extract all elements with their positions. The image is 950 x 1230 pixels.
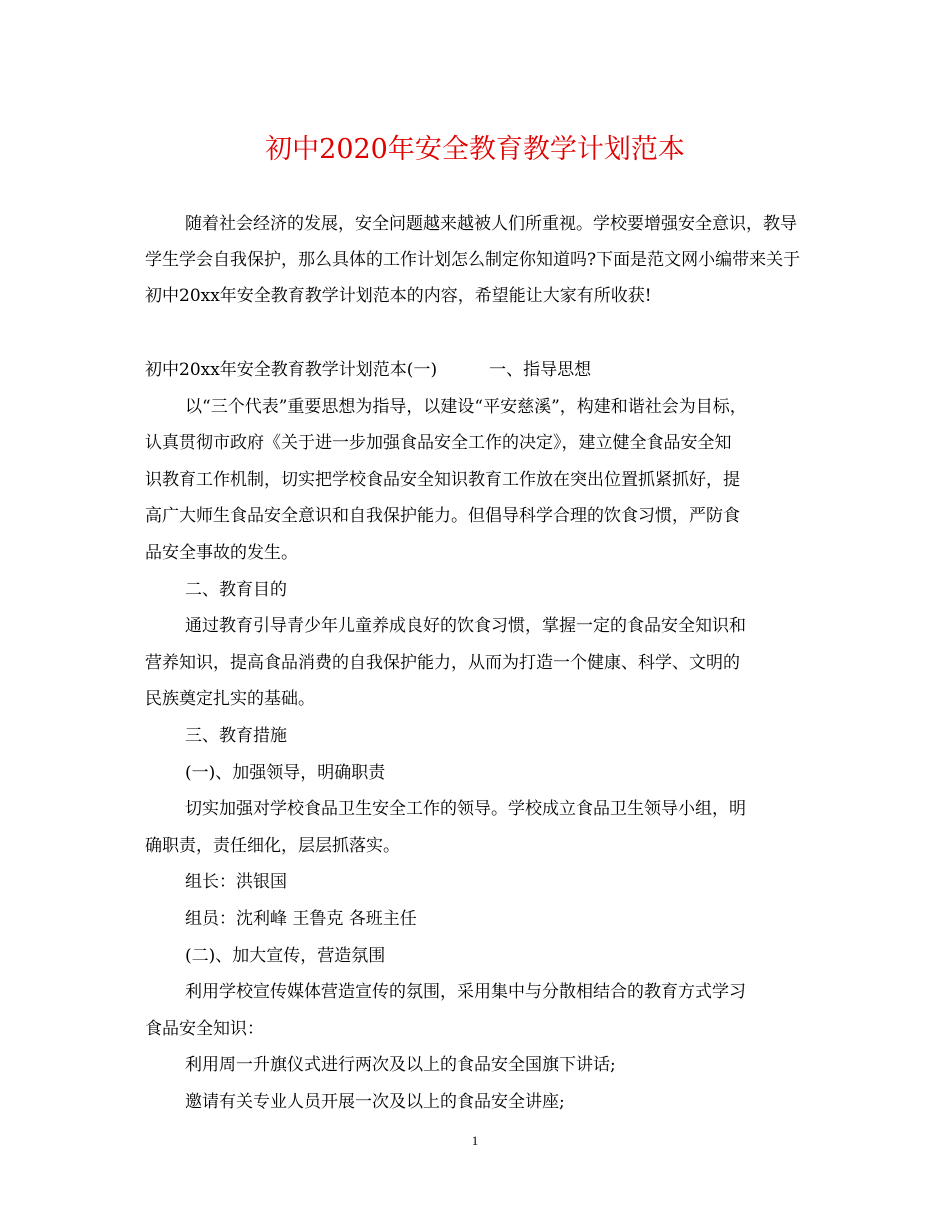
paragraph-line: 品安全事故的发生。 bbox=[145, 542, 298, 563]
paragraph-line: 切实加强对学校食品卫生安全工作的领导。学校成立食品卫生领导小组，明 bbox=[185, 799, 746, 820]
paragraph-line: 高广大师生食品安全意识和自我保护能力。但倡导科学合理的饮食习惯，严防食 bbox=[145, 506, 740, 527]
list-item: 邀请有关专业人员开展一次及以上的食品安全讲座; bbox=[185, 1091, 565, 1112]
paragraph-line: 通过教育引导青少年儿童养成良好的饮食习惯，掌握一定的食品安全知识和 bbox=[185, 616, 746, 637]
team-members-line: 组员：沈利峰 王鲁克 各班主任 bbox=[185, 908, 417, 929]
paragraph-line: 认真贯彻市政府《关于进一步加强食品安全工作的决定》，建立健全食品安全知 bbox=[145, 433, 732, 454]
section-heading: 初中20xx年安全教育教学计划范本(一) bbox=[145, 360, 438, 380]
paragraph-line: 确职责，责任细化，层层抓落实。 bbox=[145, 835, 400, 856]
subheading-publicity: (二)、加大宣传，营造氛围 bbox=[185, 945, 386, 966]
paragraph-line: 食品安全知识： bbox=[145, 1018, 264, 1039]
intro-paragraph: 随着社会经济的发展，安全问题越来越被人们所重视。学校要增强安全意识，教导学生学会自我保护，那么具体的工作计划怎么制定你知道吗?下面是范文网小编带来关于初中20xx年安全教育教学计划范本的内容，希望能让大家有所收获! bbox=[145, 214, 801, 306]
page-title: 初中2020年安全教育教学计划范本 bbox=[265, 134, 685, 165]
subheading-leadership: (一)、加强领导，明确职责 bbox=[185, 762, 386, 783]
paragraph-line: 营养知识，提高食品消费的自我保护能力，从而为打造一个健康、科学、文明的 bbox=[145, 652, 740, 673]
paragraph-line: 识教育工作机制，切实把学校食品安全知识教育工作放在突出位置抓紧抓好，提 bbox=[145, 469, 740, 490]
paragraph-line: 利用学校宣传媒体营造宣传的氛围，采用集中与分散相结合的教育方式学习 bbox=[185, 982, 746, 1003]
paragraph-line: 民族奠定扎实的基础。 bbox=[145, 689, 315, 710]
document-body bbox=[145, 352, 811, 1120]
page-number: 1 bbox=[471, 1133, 479, 1148]
heading-education-measures: 三、教育措施 bbox=[185, 725, 287, 746]
team-leader-line: 组长：洪银国 bbox=[185, 872, 287, 893]
heading-education-goal: 二、教育目的 bbox=[185, 579, 287, 600]
section-heading-line bbox=[145, 352, 811, 389]
list-item: 利用周一升旗仪式进行两次及以上的食品安全国旗下讲话; bbox=[185, 1055, 616, 1076]
paragraph-line: 以“三个代表”重要思想为指导，以建设“平安慈溪”，构建和谐社会为目标， bbox=[185, 396, 747, 417]
heading-guiding-thought: 一、指导思想 bbox=[489, 360, 592, 380]
